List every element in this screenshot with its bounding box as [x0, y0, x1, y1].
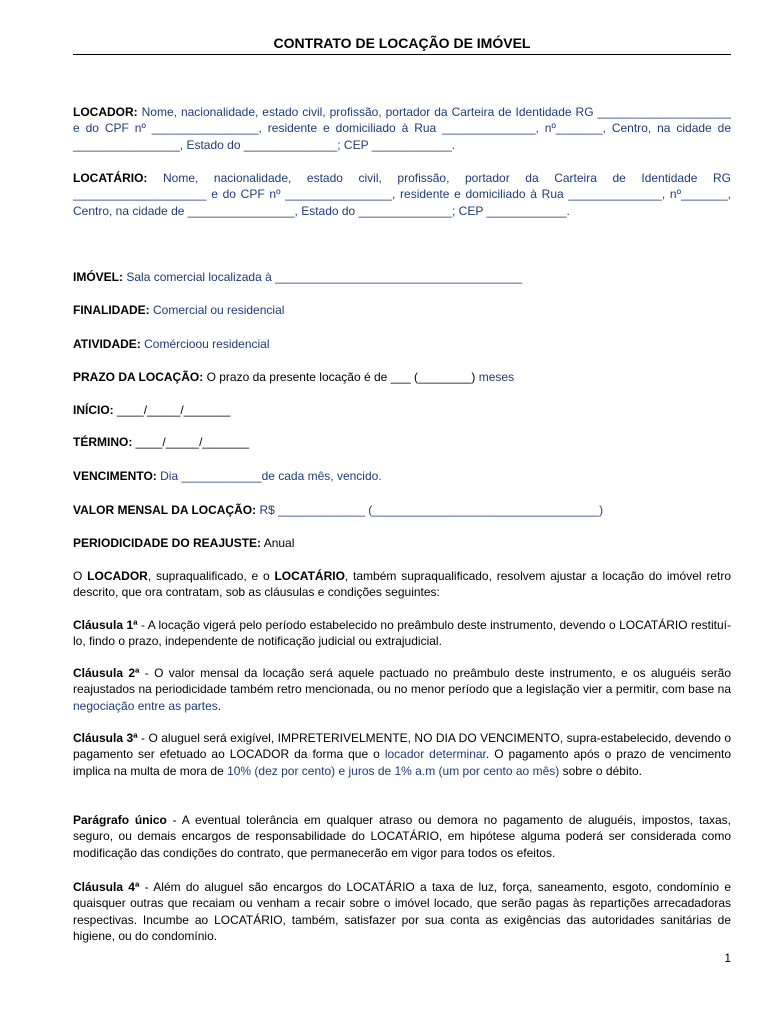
clause-3-highlight-2: 10% (dez por cento) e juros de 1% a.m (um por cento ao mês): [227, 763, 560, 778]
clause-2-text: - O valor mensal da locação será aquele pactuado no preâmbulo deste instrumento, e os aluguéis serão reajustados na periodicidade também retro mencionada, ou no menor período que a legislação vier a permitir, com base na: [73, 666, 732, 697]
inicio-line: [73, 402, 731, 418]
atividade-label: ATIVIDADE:: [73, 337, 141, 351]
clause-2-highlight: negociação entre as partes: [73, 698, 218, 713]
document-title: CONTRATO DE LOCAÇÃO DE IMÓVEL: [273, 35, 531, 51]
intro-locatario: LOCATÁRIO: [274, 569, 345, 583]
inicio-label: INÍCIO:: [73, 403, 114, 417]
clause-3-highlight-1: locador determinar: [384, 747, 486, 762]
termino-label: TÉRMINO:: [73, 435, 133, 449]
prazo-line: [73, 369, 731, 385]
clause-1: [73, 617, 731, 650]
prazo-unit: meses: [478, 370, 515, 384]
paragrafo-unico-label: Parágrafo único: [73, 813, 167, 827]
intro-paragraph: [73, 568, 731, 601]
atividade-value: Comércioou residencial: [144, 337, 270, 351]
clause-3-label: Cláusula 3ª: [73, 731, 138, 745]
intro-text-3: , também supraqualificado, resolvem ajustar a locação do imóvel retro descrito, que ora contratam, sob as cláusulas e condições seguintes:: [73, 569, 732, 600]
locatario-label: LOCATÁRIO:: [73, 171, 148, 185]
locador-label: LOCADOR:: [73, 105, 138, 119]
imovel-line: [73, 269, 731, 285]
title-divider: [73, 54, 731, 55]
locador-text: Nome, nacionalidade, estado civil, profissão, portador da Carteira de Identidade RG ____________________ e do CPF nº ________________, residente e domiciliado à Rua ______________, nº_______, Centro, na cidade de ________________, Estado do ______________; CEP ____________.: [73, 105, 731, 152]
locador-paragraph: [73, 104, 731, 153]
intro-locador: LOCADOR: [87, 569, 148, 583]
valor-line: [73, 502, 731, 518]
imovel-label: IMÓVEL:: [73, 270, 123, 284]
valor-label: VALOR MENSAL DA LOCAÇÃO:: [73, 503, 257, 517]
locatario-paragraph: [73, 170, 731, 219]
clause-4-text: - Além do aluguel são encargos do LOCATÁRIO a taxa de luz, força, saneamento, esgoto, condomínio e quaisquer outras que recaiam ou venham a recair sobre o imóvel locado, que serão pagas às repartições arrecadadoras respectivas. Incumbe ao LOCATÁRIO, também, satisfazer por sua conta as exigências das autoridades sanitárias de higiene, ou do condomínio.: [73, 880, 732, 943]
valor-currency: R$: [259, 503, 275, 517]
clause-3-text-3: sobre o débito.: [559, 763, 642, 778]
clause-3-text-1: - O aluguel será exigível, IMPRETERIVELMENTE, NO DIA DO VENCIMENTO, supra-estabelecido, devendo o pagamento ser efetuado ao LOCADOR da forma que o: [73, 731, 731, 762]
finalidade-line: [73, 302, 731, 318]
vencimento-label: VENCIMENTO:: [73, 469, 157, 483]
paragrafo-unico: [73, 812, 731, 861]
locatario-text: Nome, nacionalidade, estado civil, profissão, portador da Carteira de Identidade RG ____________________ e do CPF nº ________________, residente e domiciliado à Rua ______________, nº_______, Centro, na cidade de ________________, Estado do ______________; CEP ____________.: [73, 171, 731, 218]
periodicidade-label: PERIODICIDADE DO REAJUSTE:: [73, 536, 262, 550]
clause-1-label: Cláusula 1ª: [73, 618, 138, 632]
finalidade-value: Comercial ou residencial: [153, 303, 285, 317]
vencimento-line: [73, 468, 731, 484]
intro-text-2: , supraqualificado, e o: [147, 569, 275, 583]
vencimento-value: Dia ____________de cada mês, vencido.: [160, 469, 382, 483]
paragrafo-unico-text: - A eventual tolerância em qualquer atraso ou demora no pagamento de aluguéis, impostos, taxas, seguro, ou demais encargos de responsabilidade do LOCATÁRIO, em hipótese alguma poderá ser considerada como modificação das condições do contrato, que permanecerão em vigor para todos os efeitos.: [73, 813, 731, 860]
termino-line: [73, 434, 731, 450]
clause-2-label: Cláusula 2ª: [73, 666, 140, 680]
intro-text-1: O: [73, 569, 88, 583]
clause-1-text: - A locação vigerá pelo período estabelecido no preâmbulo deste instrumento, devendo o LOCATÁRIO restituí-lo, findo o prazo, independente de notificação judicial ou extrajudicial.: [73, 618, 731, 649]
clause-2: [73, 665, 731, 714]
valor-value: _____________ (__________________________________): [278, 503, 604, 517]
clause-2-end: .: [217, 698, 222, 713]
finalidade-label: FINALIDADE:: [73, 303, 150, 317]
clause-4-label: Cláusula 4ª: [73, 880, 140, 894]
clause-3-text-2: . O pagamento após o prazo de vencimento implica na multa de mora de: [73, 747, 732, 778]
prazo-value: O prazo da presente locação é de ___ (________): [206, 370, 476, 384]
termino-value: ____/_____/_______: [135, 435, 250, 449]
prazo-label: PRAZO DA LOCAÇÃO:: [73, 370, 204, 384]
inicio-value: ____/_____/_______: [117, 403, 231, 417]
imovel-value: Sala comercial localizada à _____________________________________: [126, 270, 523, 284]
periodicidade-value: Anual: [263, 536, 295, 550]
clause-3: [73, 730, 731, 779]
page-number: 1: [724, 951, 731, 965]
atividade-line: [73, 336, 731, 352]
periodicidade-line: [73, 535, 731, 551]
clause-4: [73, 879, 731, 944]
